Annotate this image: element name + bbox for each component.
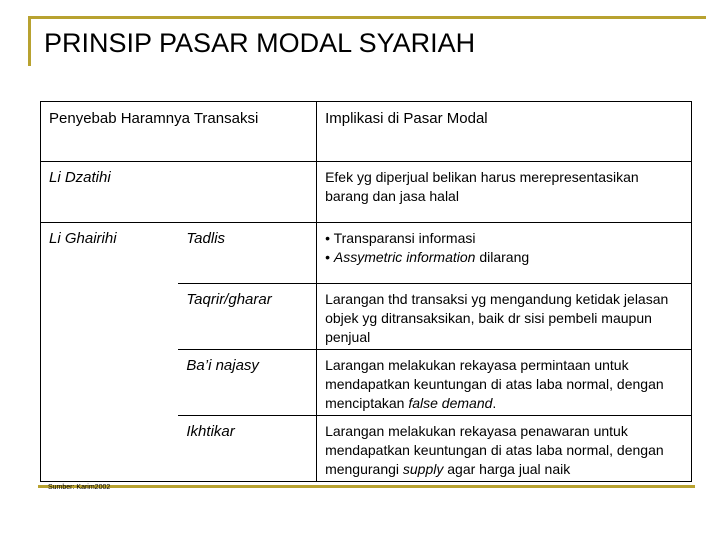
- najasy-period: .: [492, 395, 497, 411]
- li-dzatihi-label: Li Dzatihi: [41, 162, 317, 223]
- false-demand-text: false demand: [408, 395, 493, 411]
- tadlis-bullet-2: [325, 248, 683, 267]
- bottom-accent-line: [38, 485, 695, 488]
- header-implication: Implikasi di Pasar Modal: [317, 102, 692, 162]
- taqrir-implication: Larangan thd transaksi yg mengandung ketidak jelasan objek yg ditransaksikan, baik dr sisi pembeli maupun penjual: [317, 284, 692, 350]
- najasy-text: Larangan melakukan rekayasa permintaan untuk mendapatkan keuntungan di atas laba normal, dengan menciptakan: [325, 357, 664, 411]
- table-row: [41, 223, 692, 284]
- header-cause: Penyebab Haramnya Transaksi: [49, 110, 259, 127]
- li-dzatihi-implication: Efek yg diperjual belikan harus merepresentasikan barang dan jasa halal: [317, 162, 692, 223]
- frame-left-line: [28, 16, 31, 66]
- najasy-implication: [317, 350, 692, 416]
- najasy-term: Ba’i najasy: [178, 350, 316, 416]
- assymetric-information-text: Assymetric information: [333, 249, 476, 265]
- frame-top-line: [28, 16, 706, 19]
- ikhtikar-term: Ikhtikar: [178, 416, 316, 482]
- table-header-row: [41, 102, 692, 162]
- table-row: [41, 162, 692, 223]
- tadlis-implication: [317, 223, 692, 284]
- principles-table: [40, 101, 692, 482]
- bullet-marker: •: [325, 249, 334, 265]
- slide-title: PRINSIP PASAR MODAL SYARIAH: [44, 28, 476, 58]
- taqrir-term: Taqrir/gharar: [178, 284, 316, 350]
- ikhtikar-implication: [317, 416, 692, 482]
- dilarang-text: dilarang: [475, 249, 530, 265]
- ikhtikar-suffix: agar harga jual naik: [443, 461, 571, 477]
- li-ghairihi-label: Li Ghairihi: [41, 223, 179, 482]
- supply-text: supply: [402, 461, 444, 477]
- tadlis-term: Tadlis: [178, 223, 316, 284]
- tadlis-bullet-1: • Transparansi informasi: [325, 230, 476, 246]
- source-note: Sumber: Karim2002: [48, 484, 111, 491]
- ikhtikar-text: Larangan melakukan rekayasa penawaran untuk mendapatkan keuntungan di atas laba normal, dengan mengurangi: [325, 423, 664, 477]
